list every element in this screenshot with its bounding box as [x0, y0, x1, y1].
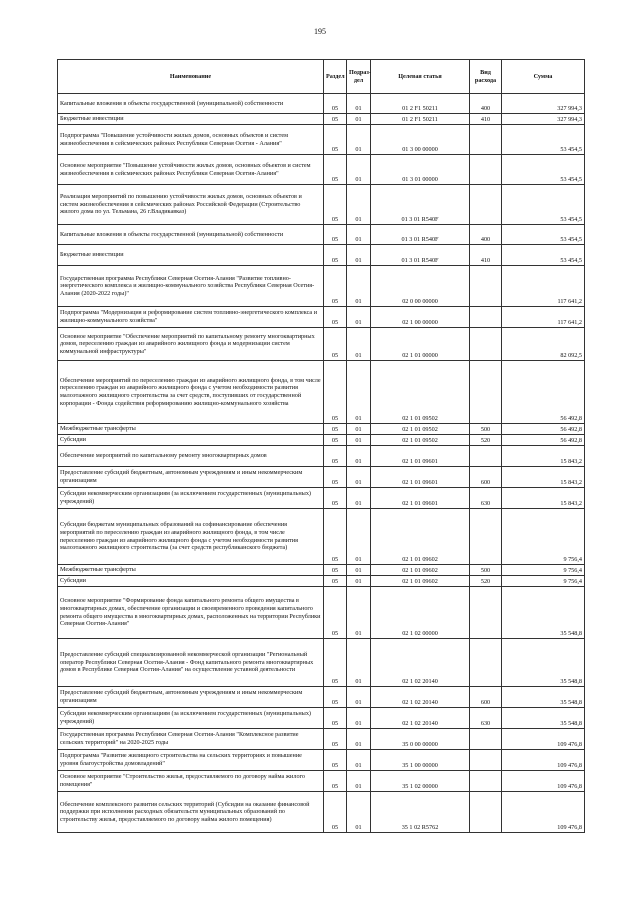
row-podrazdel: 01 — [347, 467, 371, 488]
row-razdel: 05 — [324, 792, 347, 833]
row-sum: 117 641,2 — [502, 266, 585, 307]
row-podrazdel: 01 — [347, 509, 371, 565]
table-row — [58, 94, 585, 114]
row-podrazdel: 01 — [347, 729, 371, 750]
row-podrazdel: 01 — [347, 185, 371, 225]
row-name: Субсидии бюджетам муниципальных образований на софинансирование обеспечения мероприятий по переселению граждан из аварийного жилищного фонда, в том числе переселению граждан из аварийного жилищного фонда с учетом необходимости развития малоэтажного жилищного строительства (за счет средств республиканского бюджета) — [58, 509, 324, 565]
table-row — [58, 125, 585, 155]
row-sum: 9 756,4 — [502, 565, 585, 576]
row-vid — [470, 266, 502, 307]
row-razdel: 05 — [324, 266, 347, 307]
row-sum: 53 454,5 — [502, 245, 585, 266]
row-vid: 600 — [470, 687, 502, 708]
row-target: 02 1 02 00000 — [371, 587, 470, 639]
row-target: 01 2 F1 50211 — [371, 114, 470, 125]
row-name: Предоставление субсидий бюджетным, автономным учреждениям и иным некоммерческим организациям — [58, 687, 324, 708]
row-vid — [470, 185, 502, 225]
row-podrazdel: 01 — [347, 565, 371, 576]
row-podrazdel: 01 — [347, 488, 371, 509]
row-name: Капитальные вложения в объекты государственной (муниципальной) собственности — [58, 225, 324, 245]
row-razdel: 05 — [324, 687, 347, 708]
row-vid: 410 — [470, 245, 502, 266]
row-sum: 117 641,2 — [502, 307, 585, 328]
row-razdel: 05 — [324, 488, 347, 509]
row-razdel: 05 — [324, 245, 347, 266]
row-razdel: 05 — [324, 446, 347, 467]
row-target: 02 1 01 09601 — [371, 446, 470, 467]
row-target: 01 3 01 R540F — [371, 245, 470, 266]
row-razdel: 05 — [324, 94, 347, 114]
row-podrazdel: 01 — [347, 750, 371, 771]
row-podrazdel: 01 — [347, 687, 371, 708]
row-vid — [470, 125, 502, 155]
row-target: 02 1 01 09502 — [371, 435, 470, 446]
row-sum: 327 994,3 — [502, 94, 585, 114]
table-row — [58, 467, 585, 488]
column-header-vid: Вид расхода — [470, 60, 502, 94]
row-razdel: 05 — [324, 328, 347, 361]
row-vid: 630 — [470, 708, 502, 729]
row-sum: 53 454,5 — [502, 185, 585, 225]
table-row — [58, 708, 585, 729]
row-vid: 630 — [470, 488, 502, 509]
row-podrazdel: 01 — [347, 155, 371, 185]
row-sum: 35 548,8 — [502, 639, 585, 687]
row-target: 02 1 00 00000 — [371, 307, 470, 328]
table-row — [58, 509, 585, 565]
table-row — [58, 587, 585, 639]
row-vid: 410 — [470, 114, 502, 125]
table-row — [58, 361, 585, 424]
table-row — [58, 245, 585, 266]
row-vid — [470, 155, 502, 185]
row-target: 02 1 01 09602 — [371, 565, 470, 576]
row-razdel: 05 — [324, 307, 347, 328]
row-name: Основное мероприятие "Обеспечение мероприятий по капитальному ремонту многоквартирных домов, переселению граждан из аварийного жилищного фонда и модернизации систем коммунальной инфраструктуры" — [58, 328, 324, 361]
table-row — [58, 687, 585, 708]
row-target: 02 1 01 09502 — [371, 424, 470, 435]
row-name: Бюджетные инвестиции — [58, 114, 324, 125]
row-razdel: 05 — [324, 729, 347, 750]
row-sum: 9 756,4 — [502, 576, 585, 587]
row-name: Подпрограмма "Модернизация и реформирование систем топливно-энергетического комплекса и жилищно-коммунального хозяйства" — [58, 307, 324, 328]
row-razdel: 05 — [324, 435, 347, 446]
row-target: 02 1 01 09601 — [371, 467, 470, 488]
row-name: Предоставление субсидий бюджетным, автономным учреждениям и иным некоммерческим организациям — [58, 467, 324, 488]
row-target: 02 0 00 00000 — [371, 266, 470, 307]
row-name: Субсидии некоммерческим организациям (за исключением государственных (муниципальных) учреждений) — [58, 708, 324, 729]
row-sum: 53 454,5 — [502, 225, 585, 245]
row-razdel: 05 — [324, 185, 347, 225]
row-name: Субсидии — [58, 435, 324, 446]
row-name: Капитальные вложения в объекты государственной (муниципальной) собственности — [58, 94, 324, 114]
table-row — [58, 792, 585, 833]
row-podrazdel: 01 — [347, 446, 371, 467]
row-razdel: 05 — [324, 424, 347, 435]
row-name: Государственная программа Республики Северная Осетия-Алания "Развитие топливно-энергетического комплекса и жилищно-коммунального хозяйства Республики Северная Осетия-Алания (2020-2022 годы)" — [58, 266, 324, 307]
page-number: 195 — [314, 27, 326, 36]
row-target: 01 3 00 00000 — [371, 125, 470, 155]
row-target: 01 3 01 00000 — [371, 155, 470, 185]
table-row — [58, 114, 585, 125]
row-vid: 520 — [470, 576, 502, 587]
table-row — [58, 639, 585, 687]
row-sum: 56 492,8 — [502, 361, 585, 424]
row-razdel: 05 — [324, 467, 347, 488]
row-sum: 15 843,2 — [502, 446, 585, 467]
table-row — [58, 750, 585, 771]
table-row — [58, 446, 585, 467]
row-name: Основное мероприятие "Строительство жилья, предоставляемого по договору найма жилого помещения" — [58, 771, 324, 792]
row-razdel: 05 — [324, 771, 347, 792]
row-target: 02 1 01 09602 — [371, 509, 470, 565]
row-podrazdel: 01 — [347, 639, 371, 687]
row-razdel: 05 — [324, 225, 347, 245]
row-target: 02 1 02 20140 — [371, 687, 470, 708]
row-target: 01 3 01 R540F — [371, 185, 470, 225]
row-vid — [470, 771, 502, 792]
row-sum: 53 454,5 — [502, 125, 585, 155]
row-sum: 109 476,8 — [502, 729, 585, 750]
row-sum: 327 994,3 — [502, 114, 585, 125]
row-razdel: 05 — [324, 639, 347, 687]
row-podrazdel: 01 — [347, 94, 371, 114]
row-sum: 109 476,8 — [502, 750, 585, 771]
row-sum: 9 756,4 — [502, 509, 585, 565]
row-sum: 56 492,8 — [502, 424, 585, 435]
row-podrazdel: 01 — [347, 792, 371, 833]
row-target: 35 0 00 00000 — [371, 729, 470, 750]
table-row — [58, 155, 585, 185]
table-row — [58, 435, 585, 446]
row-target: 02 1 01 09502 — [371, 361, 470, 424]
row-vid — [470, 446, 502, 467]
row-vid: 520 — [470, 435, 502, 446]
row-sum: 35 548,8 — [502, 687, 585, 708]
row-vid — [470, 587, 502, 639]
row-podrazdel: 01 — [347, 361, 371, 424]
row-razdel: 05 — [324, 114, 347, 125]
row-name: Субсидии — [58, 576, 324, 587]
row-name: Субсидии некоммерческим организациям (за исключением государственных (муниципальных) учреждений) — [58, 488, 324, 509]
row-target: 35 1 02 00000 — [371, 771, 470, 792]
row-vid — [470, 307, 502, 328]
row-podrazdel: 01 — [347, 771, 371, 792]
budget-table — [57, 59, 585, 833]
row-podrazdel: 01 — [347, 587, 371, 639]
row-target: 02 1 01 09602 — [371, 576, 470, 587]
table-row — [58, 225, 585, 245]
row-target: 35 1 00 00000 — [371, 750, 470, 771]
column-header-target: Целевая статья — [371, 60, 470, 94]
row-razdel: 05 — [324, 125, 347, 155]
row-name: Государственная программа Республики Северная Осетия-Алания "Комплексное развитие сельских территорий" на 2020-2025 годы — [58, 729, 324, 750]
row-vid: 500 — [470, 565, 502, 576]
row-name: Предоставление субсидий специализированной некоммерческой организации "Региональный оператор Республики Северная Осетия-Алания - Фонд капитального ремонта многоквартирных домов в Республике Северная Осетия-Алания" на осуществление уставной деятельности — [58, 639, 324, 687]
row-vid — [470, 509, 502, 565]
row-name: Основное мероприятие "Повышение устойчивости жилых домов, основных объектов и систем жизнеобеспечения в сейсмических районах Республики Северная Осетия-Алания" — [58, 155, 324, 185]
column-header-razdel: Раздел — [324, 60, 347, 94]
row-name: Обеспечение комплексного развития сельских территорий (Субсидии на оказание финансовой поддержки при исполнении расходных обязательств муниципальных образований по строительству жилья, предоставляемого по договору найма жилого помещения) — [58, 792, 324, 833]
row-razdel: 05 — [324, 361, 347, 424]
row-sum: 35 548,8 — [502, 708, 585, 729]
table-row — [58, 266, 585, 307]
row-razdel: 05 — [324, 576, 347, 587]
row-name: Межбюджетные трансферты — [58, 565, 324, 576]
row-target: 02 1 01 00000 — [371, 328, 470, 361]
row-vid: 400 — [470, 94, 502, 114]
table-row — [58, 729, 585, 750]
row-vid — [470, 639, 502, 687]
row-sum: 35 548,8 — [502, 587, 585, 639]
column-header-sum: Сумма — [502, 60, 585, 94]
row-razdel: 05 — [324, 587, 347, 639]
row-podrazdel: 01 — [347, 245, 371, 266]
column-header-podrazdel: Подраз-дел — [347, 60, 371, 94]
table-row — [58, 488, 585, 509]
row-podrazdel: 01 — [347, 435, 371, 446]
row-name: Основное мероприятие "Формирование фонда капитального ремонта общего имущества в многоквартирных домах, обеспечение организации и своевременного проведения капитального ремонта общего имущества в многоквартирных домах, расположенных на территории Республики Северная Осетия-Алания" — [58, 587, 324, 639]
row-sum: 82 092,5 — [502, 328, 585, 361]
table-row — [58, 576, 585, 587]
row-vid: 600 — [470, 467, 502, 488]
row-vid — [470, 729, 502, 750]
row-podrazdel: 01 — [347, 114, 371, 125]
row-podrazdel: 01 — [347, 576, 371, 587]
row-vid — [470, 792, 502, 833]
row-razdel: 05 — [324, 708, 347, 729]
row-target: 01 2 F1 50211 — [371, 94, 470, 114]
row-name: Реализация мероприятий по повышению устойчивости жилых домов, основных объектов и систем жизнеобеспечения в сейсмических районах Российской Федерации (Строительство жилого дома по ул. Тельмана, 26 г.Владикавказ) — [58, 185, 324, 225]
row-vid: 400 — [470, 225, 502, 245]
row-podrazdel: 01 — [347, 225, 371, 245]
row-name: Обеспечение мероприятий по капитальному ремонту многоквартирных домов — [58, 446, 324, 467]
row-target: 02 1 01 09601 — [371, 488, 470, 509]
row-podrazdel: 01 — [347, 307, 371, 328]
row-name: Межбюджетные трансферты — [58, 424, 324, 435]
row-sum: 53 454,5 — [502, 155, 585, 185]
row-razdel: 05 — [324, 565, 347, 576]
row-sum: 109 476,8 — [502, 771, 585, 792]
row-target: 35 1 02 R5762 — [371, 792, 470, 833]
row-name: Подпрограмма "Развитие жилищного строительства на сельских территориях и повышение уровня благоустройства домовладений" — [58, 750, 324, 771]
row-sum: 109 476,8 — [502, 792, 585, 833]
row-name: Бюджетные инвестиции — [58, 245, 324, 266]
table-row — [58, 565, 585, 576]
row-name: Обеспечение мероприятий по переселению граждан из аварийного жилищного фонда, в том числе переселению граждан из аварийного жилищного фонда с учетом необходимости развития малоэтажного жилищного строительства за счет средств, поступивших от государственной корпорации - Фонда содействия реформированию жилищно-коммунального хозяйства — [58, 361, 324, 424]
table-row — [58, 185, 585, 225]
row-podrazdel: 01 — [347, 266, 371, 307]
row-podrazdel: 01 — [347, 328, 371, 361]
row-target: 01 3 01 R540F — [371, 225, 470, 245]
row-sum: 15 843,2 — [502, 488, 585, 509]
table-row — [58, 424, 585, 435]
row-razdel: 05 — [324, 750, 347, 771]
row-podrazdel: 01 — [347, 424, 371, 435]
row-sum: 56 492,8 — [502, 435, 585, 446]
row-target: 02 1 02 20140 — [371, 708, 470, 729]
column-header-name: Наименование — [58, 60, 324, 94]
row-target: 02 1 02 20140 — [371, 639, 470, 687]
table-row — [58, 328, 585, 361]
row-podrazdel: 01 — [347, 125, 371, 155]
row-sum: 15 843,2 — [502, 467, 585, 488]
table-row — [58, 771, 585, 792]
row-vid — [470, 750, 502, 771]
row-name: Подпрограмма "Повышение устойчивости жилых домов, основных объектов и систем жизнеобеспечения в сейсмических районах Республики Северная Осетия - Алания" — [58, 125, 324, 155]
row-vid: 500 — [470, 424, 502, 435]
row-razdel: 05 — [324, 155, 347, 185]
table-row — [58, 307, 585, 328]
row-vid — [470, 361, 502, 424]
row-razdel: 05 — [324, 509, 347, 565]
table-header-row — [58, 60, 585, 94]
row-podrazdel: 01 — [347, 708, 371, 729]
row-vid — [470, 328, 502, 361]
